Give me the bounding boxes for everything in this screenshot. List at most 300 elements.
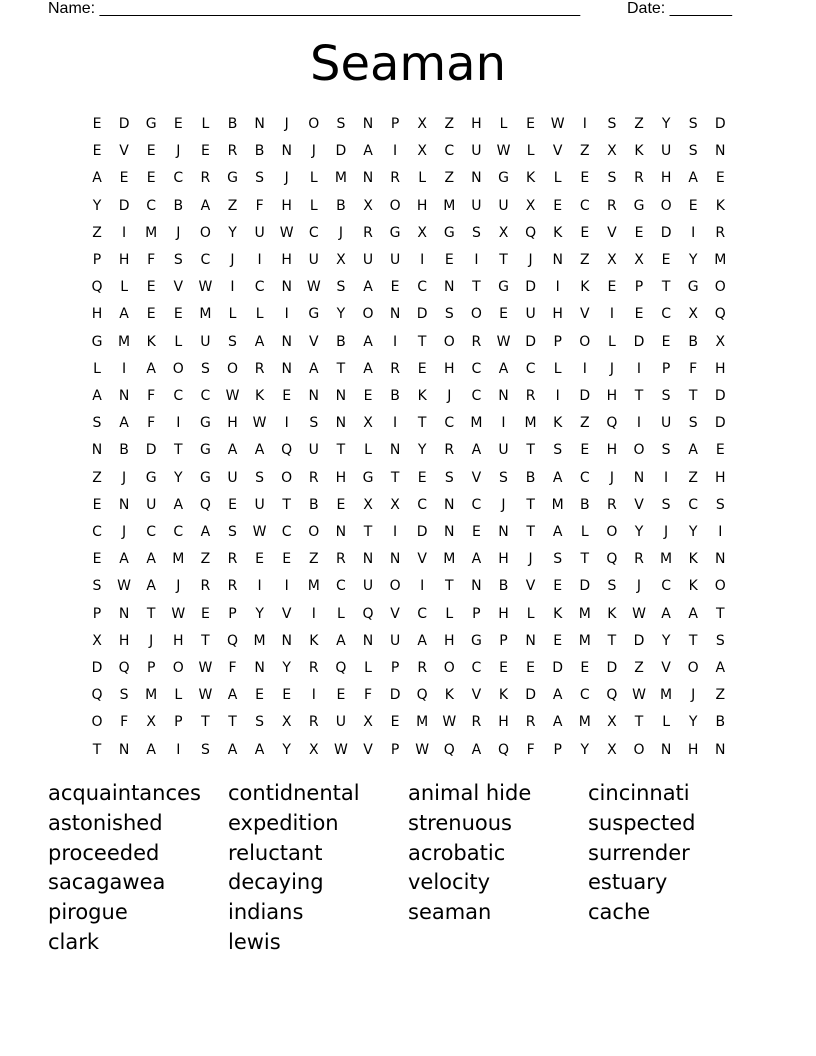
grid-letter: O bbox=[389, 578, 401, 595]
grid-letter: Z bbox=[580, 415, 590, 432]
grid-letter: C bbox=[471, 496, 482, 513]
grid-letter: U bbox=[389, 252, 401, 268]
grid-letter: D bbox=[416, 306, 428, 323]
grid-letter: S bbox=[688, 143, 698, 160]
grid-letter: M bbox=[578, 605, 591, 622]
grid-letter: N bbox=[335, 524, 347, 540]
grid-letter: A bbox=[200, 524, 211, 540]
grid-letter: O bbox=[579, 333, 591, 350]
grid-letter: E bbox=[146, 170, 156, 187]
grid-letter: B bbox=[336, 333, 346, 350]
grid-letter: H bbox=[715, 469, 726, 486]
grid-letter: P bbox=[499, 632, 508, 649]
grid-letter: L bbox=[553, 170, 562, 187]
grid-letter: M bbox=[443, 551, 456, 568]
grid-letter: N bbox=[281, 143, 292, 160]
grid-letter: E bbox=[255, 551, 265, 568]
grid-letter: C bbox=[471, 388, 482, 404]
word-list-item: astonished bbox=[48, 810, 163, 835]
grid-letter: A bbox=[119, 551, 129, 568]
grid-letter: K bbox=[417, 388, 427, 404]
grid-letter: Y bbox=[661, 632, 671, 649]
grid-letter: O bbox=[443, 333, 455, 350]
grid-letter: I bbox=[284, 306, 289, 323]
grid-letter: U bbox=[471, 143, 482, 160]
grid-letter: A bbox=[119, 306, 129, 323]
grid-letter: M bbox=[307, 578, 320, 595]
grid-letter: D bbox=[552, 660, 564, 676]
grid-letter: B bbox=[688, 333, 698, 350]
grid-letter: J bbox=[691, 687, 696, 704]
grid-letter: Y bbox=[282, 741, 291, 758]
grid-letter: R bbox=[254, 360, 265, 377]
grid-letter: D bbox=[145, 442, 157, 459]
grid-letter: H bbox=[91, 306, 103, 323]
grid-letter: Q bbox=[606, 687, 618, 704]
grid-letter: G bbox=[362, 469, 374, 486]
grid-letter: V bbox=[471, 687, 482, 704]
grid-letter: B bbox=[308, 496, 319, 513]
grid-letter: A bbox=[363, 143, 373, 160]
grid-letter: B bbox=[173, 197, 184, 214]
grid-letter: J bbox=[122, 469, 127, 486]
grid-letter: P bbox=[174, 714, 183, 731]
grid-letter: L bbox=[418, 170, 427, 187]
grid-letter: M bbox=[145, 687, 158, 704]
grid-letter: T bbox=[526, 524, 535, 540]
grid-letter: G bbox=[91, 333, 103, 350]
grid-letter: W bbox=[496, 143, 511, 160]
grid-letter: E bbox=[282, 687, 292, 704]
grid-letter: U bbox=[335, 714, 347, 731]
grid-letter: I bbox=[474, 252, 479, 268]
grid-letter: V bbox=[634, 496, 644, 513]
grid-letter: A bbox=[688, 170, 698, 187]
grid-letter: G bbox=[199, 415, 211, 432]
grid-letter: N bbox=[444, 279, 455, 296]
grid-letter: H bbox=[715, 360, 726, 377]
grid-letter: Q bbox=[606, 415, 618, 432]
grid-letter: M bbox=[416, 714, 429, 731]
grid-letter: M bbox=[145, 224, 158, 241]
grid-letter: N bbox=[552, 252, 563, 268]
grid-letter: R bbox=[308, 660, 319, 676]
grid-letter: E bbox=[255, 687, 265, 704]
grid-letter: U bbox=[660, 143, 672, 160]
grid-letter: R bbox=[390, 170, 400, 187]
grid-letter: Q bbox=[91, 687, 103, 704]
grid-letter: R bbox=[308, 469, 319, 486]
grid-letter: I bbox=[230, 279, 235, 296]
grid-letter: P bbox=[92, 605, 102, 622]
grid-letter: A bbox=[92, 170, 102, 187]
grid-letter: S bbox=[607, 170, 617, 187]
grid-letter: T bbox=[472, 279, 481, 296]
grid-letter: S bbox=[715, 496, 725, 513]
grid-letter: T bbox=[445, 578, 454, 595]
grid-letter: D bbox=[118, 197, 130, 214]
grid-letter: A bbox=[498, 360, 509, 377]
grid-letter: N bbox=[498, 524, 509, 540]
grid-letter: R bbox=[227, 578, 238, 595]
grid-letter: L bbox=[93, 360, 101, 377]
grid-letter: S bbox=[255, 714, 265, 731]
grid-letter: U bbox=[389, 632, 401, 649]
grid-letter: Y bbox=[282, 660, 291, 676]
grid-letter: B bbox=[390, 388, 400, 404]
grid-letter: C bbox=[281, 524, 292, 540]
grid-letter: O bbox=[714, 279, 726, 296]
grid-letter: E bbox=[471, 524, 481, 540]
grid-letter: T bbox=[417, 333, 427, 350]
grid-letter: L bbox=[662, 714, 670, 731]
grid-letter: I bbox=[284, 578, 289, 595]
grid-letter: H bbox=[471, 116, 482, 132]
grid-letter: U bbox=[660, 415, 672, 432]
grid-letter: E bbox=[92, 116, 102, 132]
grid-letter: E bbox=[444, 252, 454, 268]
grid-letter: L bbox=[174, 687, 183, 704]
grid-letter: X bbox=[363, 714, 373, 731]
grid-letter: S bbox=[607, 578, 617, 595]
grid-letter: T bbox=[607, 632, 617, 649]
grid-letter: N bbox=[389, 306, 401, 323]
grid-letter: L bbox=[445, 605, 454, 622]
grid-letter: Q bbox=[416, 687, 428, 704]
grid-letter: T bbox=[92, 741, 102, 758]
grid-letter: I bbox=[501, 415, 506, 432]
grid-letter: D bbox=[633, 333, 645, 350]
grid-letter: J bbox=[501, 496, 506, 513]
grid-letter: E bbox=[580, 660, 590, 676]
grid-letter: A bbox=[309, 360, 319, 377]
grid-letter: I bbox=[420, 252, 425, 268]
grid-letter: H bbox=[118, 252, 130, 268]
grid-letter: G bbox=[145, 469, 157, 486]
word-list-item: cincinnati bbox=[588, 781, 690, 805]
grid-letter: Q bbox=[118, 660, 130, 676]
grid-letter: I bbox=[176, 415, 181, 432]
grid-letter: C bbox=[173, 170, 184, 187]
grid-letter: D bbox=[714, 388, 726, 404]
grid-letter: I bbox=[393, 333, 398, 350]
grid-letter: N bbox=[91, 442, 103, 459]
grid-letter: E bbox=[607, 279, 617, 296]
grid-letter: I bbox=[582, 360, 587, 377]
grid-letter: B bbox=[119, 442, 129, 459]
grid-letter: E bbox=[580, 170, 590, 187]
grid-letter: E bbox=[634, 224, 644, 241]
grid-letter: H bbox=[335, 469, 347, 486]
grid-letter: S bbox=[336, 116, 346, 132]
grid-letter: R bbox=[363, 224, 373, 241]
grid-letter: Z bbox=[92, 469, 102, 486]
grid-letter: T bbox=[336, 442, 346, 459]
grid-letter: N bbox=[362, 170, 374, 187]
grid-letter: L bbox=[499, 116, 508, 132]
grid-letter: S bbox=[661, 442, 671, 459]
grid-letter: A bbox=[146, 360, 156, 377]
grid-letter: N bbox=[471, 170, 482, 187]
grid-letter: F bbox=[689, 360, 698, 377]
grid-letter: M bbox=[334, 170, 347, 187]
grid-letter: D bbox=[525, 333, 536, 350]
grid-letter: T bbox=[363, 524, 373, 540]
grid-letter: U bbox=[200, 333, 211, 350]
grid-letter: Z bbox=[634, 660, 644, 676]
grid-letter: W bbox=[252, 524, 267, 540]
grid-letter: P bbox=[661, 360, 671, 377]
grid-letter: T bbox=[201, 714, 210, 731]
grid-letter: H bbox=[552, 306, 563, 323]
grid-letter: R bbox=[227, 551, 238, 568]
grid-letter: Y bbox=[336, 306, 346, 323]
grid-letter: X bbox=[336, 252, 346, 268]
grid-letter: R bbox=[471, 714, 482, 731]
word-list-item: expedition bbox=[228, 810, 339, 835]
grid-letter: J bbox=[230, 252, 235, 268]
grid-letter: S bbox=[471, 224, 481, 241]
grid-letter: W bbox=[117, 578, 132, 595]
grid-letter: I bbox=[582, 116, 587, 132]
grid-letter: O bbox=[308, 116, 320, 132]
grid-letter: T bbox=[228, 714, 237, 731]
grid-letter: X bbox=[92, 632, 102, 649]
word-list-item: lewis bbox=[228, 930, 281, 954]
grid-letter: X bbox=[498, 224, 509, 241]
grid-letter: A bbox=[254, 442, 265, 459]
grid-letter: N bbox=[389, 442, 401, 459]
page-title: Seaman bbox=[309, 36, 506, 92]
grid-letter: J bbox=[636, 578, 642, 595]
grid-letter: A bbox=[363, 333, 373, 350]
grid-letter: X bbox=[688, 306, 698, 323]
grid-letter: T bbox=[336, 360, 346, 377]
grid-letter: M bbox=[118, 333, 131, 350]
grid-letter: M bbox=[199, 306, 212, 323]
grid-letter: C bbox=[579, 197, 590, 214]
grid-letter: R bbox=[634, 551, 644, 568]
grid-letter: U bbox=[471, 197, 482, 214]
grid-letter: A bbox=[227, 442, 238, 459]
grid-letter: L bbox=[526, 143, 535, 160]
grid-letter: T bbox=[146, 605, 156, 622]
grid-letter: B bbox=[336, 197, 346, 214]
grid-letter: T bbox=[580, 551, 590, 568]
grid-letter: E bbox=[661, 333, 671, 350]
word-list-item: suspected bbox=[588, 810, 696, 835]
grid-letter: R bbox=[390, 360, 400, 377]
grid-letter: E bbox=[200, 143, 210, 160]
grid-letter: C bbox=[661, 306, 671, 323]
grid-letter: G bbox=[470, 632, 482, 649]
grid-letter: C bbox=[661, 578, 671, 595]
grid-letter: I bbox=[122, 224, 127, 241]
grid-letter: X bbox=[363, 496, 373, 513]
grid-letter: E bbox=[688, 197, 698, 214]
grid-letter: K bbox=[255, 388, 265, 404]
grid-letter: A bbox=[254, 741, 265, 758]
grid-letter: A bbox=[688, 442, 698, 459]
grid-letter: U bbox=[525, 306, 536, 323]
grid-letter: P bbox=[634, 279, 644, 296]
grid-letter: K bbox=[498, 687, 509, 704]
grid-letter: N bbox=[254, 116, 265, 132]
grid-letter: O bbox=[606, 524, 618, 540]
grid-letter: E bbox=[553, 632, 563, 649]
grid-letter: T bbox=[526, 496, 535, 513]
grid-letter: L bbox=[336, 605, 345, 622]
grid-letter: R bbox=[634, 170, 644, 187]
grid-letter: S bbox=[715, 632, 725, 649]
grid-letter: E bbox=[336, 496, 346, 513]
grid-letter: S bbox=[228, 524, 237, 540]
grid-letter: Z bbox=[688, 469, 698, 486]
grid-letter: T bbox=[417, 415, 427, 432]
grid-letter: D bbox=[714, 415, 726, 432]
grid-letter: D bbox=[579, 388, 591, 404]
grid-letter: K bbox=[146, 333, 156, 350]
grid-letter: H bbox=[444, 360, 455, 377]
grid-letter: A bbox=[146, 551, 156, 568]
grid-letter: N bbox=[362, 551, 374, 568]
grid-letter: I bbox=[311, 605, 316, 622]
grid-letter: F bbox=[147, 388, 156, 404]
grid-letter: U bbox=[498, 197, 509, 214]
grid-letter: Z bbox=[444, 116, 455, 132]
grid-letter: R bbox=[607, 197, 617, 214]
grid-letter: X bbox=[390, 496, 400, 513]
grid-letter: H bbox=[118, 632, 130, 649]
grid-letter: I bbox=[636, 415, 642, 432]
grid-letter: J bbox=[609, 360, 614, 377]
grid-letter: N bbox=[525, 632, 536, 649]
grid-letter: E bbox=[553, 197, 563, 214]
grid-letter: E bbox=[363, 388, 373, 404]
grid-letter: C bbox=[92, 524, 102, 540]
grid-letter: O bbox=[226, 360, 239, 377]
grid-letter: O bbox=[172, 660, 184, 676]
word-list-item: seaman bbox=[408, 900, 492, 925]
grid-letter: M bbox=[172, 551, 185, 568]
grid-letter: S bbox=[553, 442, 563, 459]
grid-letter: L bbox=[255, 306, 264, 323]
grid-letter: F bbox=[120, 714, 129, 731]
grid-letter: I bbox=[257, 578, 262, 595]
grid-letter: R bbox=[471, 333, 482, 350]
grid-letter: S bbox=[173, 252, 183, 268]
grid-letter: X bbox=[363, 197, 373, 214]
grid-letter: P bbox=[390, 660, 400, 676]
grid-letter: N bbox=[308, 388, 320, 404]
grid-letter: A bbox=[254, 333, 265, 350]
word-list-item: indians bbox=[228, 900, 304, 925]
grid-letter: S bbox=[661, 388, 671, 404]
grid-letter: I bbox=[718, 524, 723, 540]
grid-letter: N bbox=[281, 333, 292, 350]
grid-letter: I bbox=[420, 578, 425, 595]
grid-letter: N bbox=[471, 578, 482, 595]
grid-letter: I bbox=[555, 279, 560, 296]
grid-letter: N bbox=[362, 632, 374, 649]
grid-letter: P bbox=[390, 116, 400, 132]
grid-letter: W bbox=[306, 279, 321, 296]
grid-letter: W bbox=[632, 687, 646, 704]
grid-letter: N bbox=[389, 551, 401, 568]
grid-letter: J bbox=[122, 524, 127, 540]
grid-letter: L bbox=[201, 116, 210, 132]
grid-letter: M bbox=[524, 415, 537, 432]
grid-letter: N bbox=[633, 469, 645, 486]
grid-letter: R bbox=[336, 551, 346, 568]
grid-letter: T bbox=[688, 388, 698, 404]
grid-letter: V bbox=[390, 605, 400, 622]
grid-letter: X bbox=[281, 714, 292, 731]
grid-letter: Z bbox=[309, 551, 319, 568]
grid-letter: A bbox=[688, 605, 698, 622]
grid-letter: R bbox=[525, 388, 536, 404]
grid-letter: V bbox=[580, 306, 590, 323]
grid-letter: E bbox=[146, 279, 156, 296]
grid-letter: V bbox=[173, 279, 184, 296]
grid-letter: I bbox=[122, 360, 127, 377]
grid-letter: D bbox=[525, 687, 536, 704]
grid-letter: W bbox=[442, 714, 457, 731]
grid-letter: Y bbox=[580, 741, 590, 758]
grid-letter: X bbox=[363, 415, 373, 432]
grid-letter: Y bbox=[688, 524, 698, 540]
grid-letter: A bbox=[92, 388, 102, 404]
grid-letter: M bbox=[578, 632, 591, 649]
grid-letter: E bbox=[499, 306, 508, 323]
grid-letter: N bbox=[118, 605, 130, 622]
grid-letter: U bbox=[308, 442, 319, 459]
grid-letter: L bbox=[580, 524, 589, 540]
grid-letter: G bbox=[199, 469, 211, 486]
grid-letter: N bbox=[118, 741, 130, 758]
grid-letter: J bbox=[176, 143, 181, 160]
grid-letter: K bbox=[526, 170, 536, 187]
grid-letter: C bbox=[471, 660, 482, 676]
word-list-item: proceeded bbox=[48, 840, 160, 865]
grid-letter: N bbox=[118, 388, 130, 404]
grid-letter: L bbox=[364, 660, 372, 676]
grid-letter: A bbox=[146, 741, 156, 758]
grid-letter: D bbox=[633, 632, 645, 649]
grid-letter: X bbox=[634, 252, 644, 268]
grid-letter: R bbox=[444, 442, 455, 459]
grid-letter: Q bbox=[525, 224, 537, 241]
grid-letter: G bbox=[389, 224, 401, 241]
grid-letter: Y bbox=[634, 524, 644, 540]
grid-letter: R bbox=[607, 496, 617, 513]
grid-letter: G bbox=[308, 306, 320, 323]
grid-letter: S bbox=[255, 469, 265, 486]
grid-letter: E bbox=[92, 143, 102, 160]
grid-letter: A bbox=[417, 632, 427, 649]
grid-letter: A bbox=[661, 605, 671, 622]
grid-letter: Y bbox=[688, 252, 698, 268]
grid-letter: K bbox=[309, 632, 319, 649]
grid-letter: I bbox=[393, 524, 398, 540]
grid-letter: Y bbox=[92, 197, 102, 214]
grid-letter: R bbox=[525, 714, 536, 731]
grid-letter: R bbox=[308, 714, 319, 731]
grid-letter: R bbox=[417, 660, 428, 676]
grid-letter: C bbox=[444, 415, 455, 432]
grid-letter: C bbox=[579, 687, 590, 704]
grid-letter: E bbox=[553, 578, 563, 595]
